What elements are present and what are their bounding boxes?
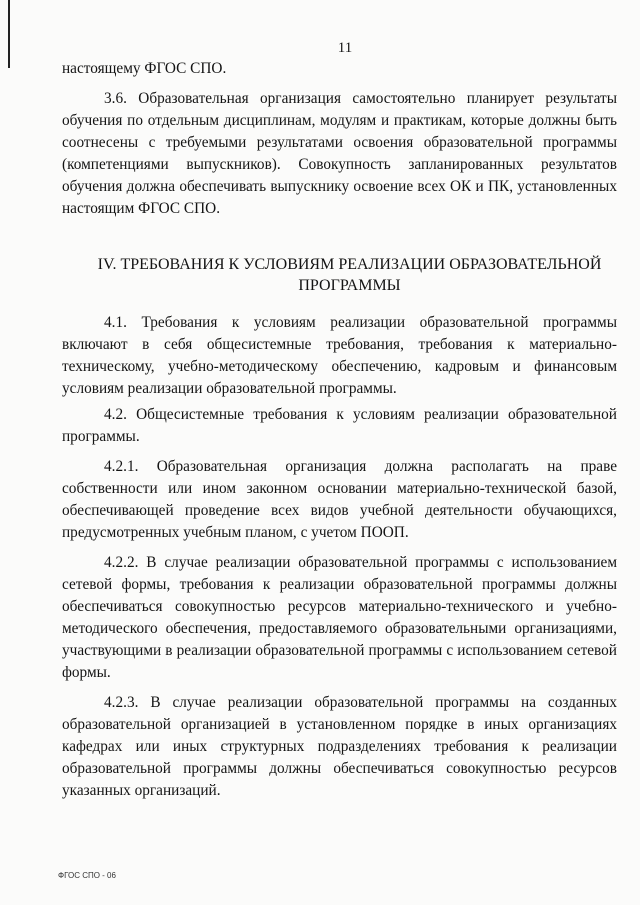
page-number: 11 xyxy=(337,40,353,56)
paragraph-continuation: настоящему ФГОС СПО. xyxy=(62,60,227,77)
paragraph-4-2-2: 4.2.2. В случае реализации образовательной программы с использованием сетевой формы, требования к реализации образовательной программы должны обеспечиваться совокупностью ресурсов материально-технического и учебно-методического обеспечения, предоставляемого образовательными организациями, участвующими в реализации образовательной программы с использованием сетевой формы. xyxy=(62,554,617,681)
paragraph-4-2: 4.2. Общесистемные требования к условиям реализации образовательной программы. xyxy=(62,406,617,445)
page-footer: ФГОС СПО - 06 xyxy=(58,871,116,880)
page-body xyxy=(62,58,617,802)
page-edge-line xyxy=(8,0,10,68)
section-heading-iv: IV. ТРЕБОВАНИЯ К УСЛОВИЯМ РЕАЛИЗАЦИИ ОБРАЗОВАТЕЛЬНОЙ ПРОГРАММЫ xyxy=(97,256,602,294)
paragraph-3-6: 3.6. Образовательная организация самостоятельно планирует результаты обучения по отдельным дисциплинам, модулям и практикам, которые должны быть соотнесены с требуемыми результатами освоения образовательной программы (компетенциями выпускников). Совокупность запланированных результатов обучения должна обеспечивать выпускнику освоение всех ОК и ПК, установленных настоящим ФГОС СПО. xyxy=(62,90,617,217)
paragraph-4-1: 4.1. Требования к условиям реализации образовательной программы включают в себя общесистемные требования, требования к материально-техническому, учебно-методическому обеспечению, кадровым и финансовым условиям реализации образовательной программы. xyxy=(62,314,617,397)
paragraph-4-2-3: 4.2.3. В случае реализации образовательной программы на созданных образовательной организацией в установленном порядке в иных организациях кафедрах или иных структурных подразделениях требования к реализации образовательной программы должны обеспечиваться совокупностью ресурсов указанных организаций. xyxy=(62,694,617,799)
paragraph-4-2-1: 4.2.1. Образовательная организация должна располагать на праве собственности или ином законном основании материально-технической базой, обеспечивающей проведение всех видов учебной деятельности обучающихся, предусмотренных учебным планом, с учетом ПООП. xyxy=(62,458,617,541)
